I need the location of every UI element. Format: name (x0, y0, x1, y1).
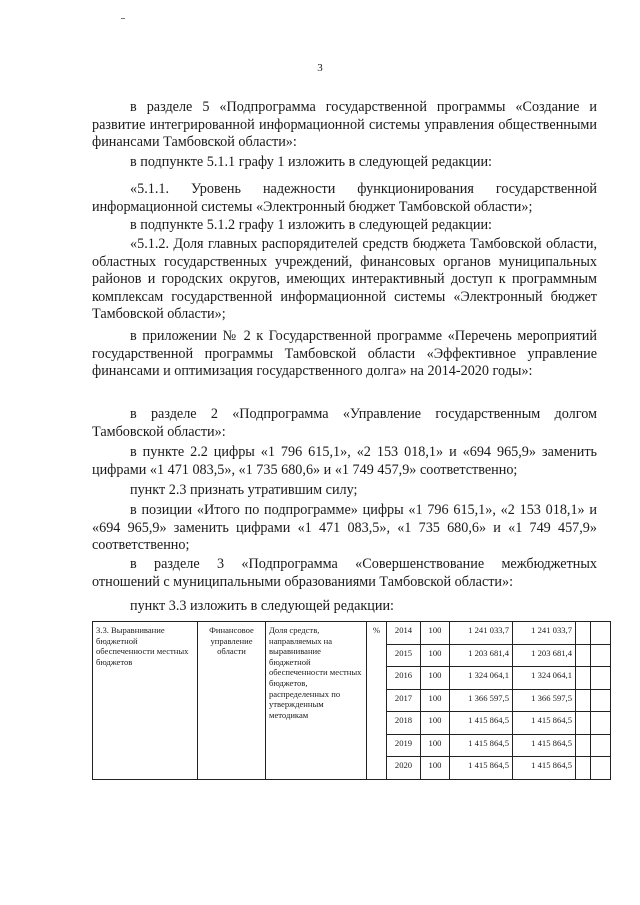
table-cell-empty (591, 622, 611, 645)
table-cell-amount: 1 415 864,5 (513, 734, 576, 757)
scan-mark (121, 18, 125, 19)
table-cell-empty (576, 689, 591, 712)
table-cell-year: 2020 (387, 757, 421, 780)
paragraph: в пункте 2.2 цифры «1 796 615,1», «2 153 018,1» и «694 965,9» заменить цифрами «1 471 083,5», «1 735 680,6» и «1 749 457,9» соответственно; (92, 444, 597, 478)
table-cell-amount: 1 203 681,4 (450, 644, 513, 667)
table-cell-amount: 1 324 064,1 (513, 667, 576, 690)
table-cell-year: 2014 (387, 622, 421, 645)
table-cell-empty (591, 667, 611, 690)
table-cell-year: 2018 (387, 712, 421, 735)
table-cell-year: 2017 (387, 689, 421, 712)
paragraph: в подпункте 5.1.2 графу 1 изложить в следующей редакции: (130, 217, 492, 233)
table-row (93, 622, 611, 645)
page-number: 3 (317, 62, 323, 74)
paragraph: в подпункте 5.1.1 графу 1 изложить в следующей редакции: (130, 154, 492, 170)
table-cell-empty (576, 734, 591, 757)
table-cell-empty (576, 712, 591, 735)
table-cell-empty (591, 689, 611, 712)
table-cell-amount: 1 415 864,5 (450, 757, 513, 780)
table-cell-year: 2019 (387, 734, 421, 757)
paragraph: в разделе 5 «Подпрограмма государственной программы «Создание и развитие интегрированной информационной системы управления общественными финансами Тамбовской области»: (92, 99, 597, 151)
table-cell-empty (591, 734, 611, 757)
paragraph: «5.1.2. Доля главных распорядителей средств бюджета Тамбовской области, областных государственных учреждений, финансовых органов муниципальных районов и городских округов, имеющих интерактивный доступ к программным комплексам государственной информационной системы «Электронный бюджет Тамбовской области»; (92, 236, 597, 323)
table-cell-value: 100 (421, 757, 450, 780)
table-cell-empty (576, 622, 591, 645)
paragraph: в приложении № 2 к Государственной программе «Перечень мероприятий государственной программы Тамбовской области «Эффективное управление финансами и оптимизация государственного долга» на 2014-2020 годы»: (92, 328, 597, 380)
table-cell-amount: 1 415 864,5 (450, 734, 513, 757)
table-cell-amount: 1 415 864,5 (450, 712, 513, 735)
table-cell-amount: 1 415 864,5 (513, 712, 576, 735)
table-cell-year: 2015 (387, 644, 421, 667)
table-cell-value: 100 (421, 712, 450, 735)
table-cell-empty (576, 644, 591, 667)
table-cell-value: 100 (421, 734, 450, 757)
table-cell-amount: 1 324 064,1 (450, 667, 513, 690)
paragraph: «5.1.1. Уровень надежности функционирования государственной информационной системы «Электронный бюджет Тамбовской области»; (92, 181, 597, 215)
table-cell-value: 100 (421, 689, 450, 712)
table-cell-amount: 1 241 033,7 (450, 622, 513, 645)
paragraph: в позиции «Итого по подпрограмме» цифры «1 796 615,1», «2 153 018,1» и «694 965,9» заменить цифрами «1 471 083,5», «1 735 680,6» и «1 749 457,9» соответственно; (92, 502, 597, 554)
table-cell-item: 3.3. Выравнивание бюджетной обеспеченности местных бюджетов (93, 622, 198, 780)
program-table (92, 621, 611, 780)
table-cell-amount: 1 241 033,7 (513, 622, 576, 645)
paragraph: в разделе 3 «Подпрограмма «Совершенствование межбюджетных отношений с муниципальными образованиями Тамбовской области»: (92, 556, 597, 590)
table-cell-executor: Финансовое управление области (198, 622, 266, 780)
table-cell-indicator: Доля средств, направляемых на выравнивание бюджетной обеспеченности местных бюджетов, распределенных по утвержденным методикам (266, 622, 367, 780)
table-cell-year: 2016 (387, 667, 421, 690)
table-cell-value: 100 (421, 667, 450, 690)
table-cell-empty (591, 712, 611, 735)
table-cell-value: 100 (421, 644, 450, 667)
table-cell-empty (576, 757, 591, 780)
table-cell-value: 100 (421, 622, 450, 645)
table-cell-amount: 1 203 681,4 (513, 644, 576, 667)
table-cell-amount: 1 366 597,5 (513, 689, 576, 712)
paragraph: пункт 3.3 изложить в следующей редакции: (130, 598, 394, 614)
table-cell-empty (576, 667, 591, 690)
paragraph: в разделе 2 «Подпрограмма «Управление государственным долгом Тамбовской области»: (92, 406, 597, 440)
table-cell-empty (591, 644, 611, 667)
table-cell-amount: 1 415 864,5 (513, 757, 576, 780)
paragraph: пункт 2.3 признать утратившим силу; (130, 482, 358, 498)
table-cell-unit: % (367, 622, 387, 780)
table-cell-empty (591, 757, 611, 780)
table-cell-amount: 1 366 597,5 (450, 689, 513, 712)
